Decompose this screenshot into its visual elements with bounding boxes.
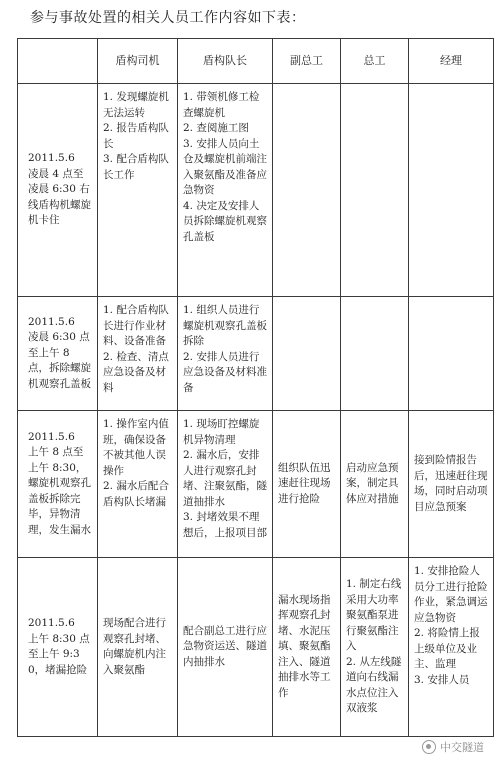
header-manager: 经理 bbox=[409, 39, 494, 84]
table-row bbox=[18, 411, 494, 558]
manager-cell bbox=[409, 297, 494, 411]
cell-line: 2. 漏水后配合盾构队长堵漏 bbox=[103, 480, 169, 508]
captain-cell bbox=[178, 84, 273, 297]
table-row bbox=[18, 297, 494, 411]
cell-line: 1. 组织人员进行螺旋机观察孔盖板拆除 bbox=[183, 304, 267, 347]
cell-line: 2. 从左线隧道向右线漏水点位注入双液浆 bbox=[346, 655, 402, 715]
cell-line: 组织队伍迅速赶往现场进行抢险 bbox=[278, 461, 331, 505]
cell-line: 接到险情报告后，迅速赶往现场，同时启动项目应急预案 bbox=[414, 454, 488, 513]
cell-line: 3. 封堵效果不理想后，上报项目部 bbox=[183, 511, 267, 539]
driver-cell bbox=[98, 411, 178, 558]
cell-line: 1. 现场盯控螺旋机异物清理 bbox=[183, 418, 260, 446]
chief-cell bbox=[341, 558, 409, 737]
intro-text: 参与事故处置的相关人员工作内容如下表： bbox=[30, 10, 306, 26]
cell-line: 2. 将险情上报上级单位及业主、监理 bbox=[414, 627, 480, 670]
watermark bbox=[422, 739, 484, 755]
captain-cell bbox=[178, 411, 273, 558]
cell-line: 3. 配合盾构队长工作 bbox=[103, 153, 169, 181]
driver-cell bbox=[98, 558, 178, 737]
deputy-cell bbox=[273, 84, 341, 297]
watermark-text: 中交隧道 bbox=[440, 741, 484, 754]
cell-line: 2. 查阅施工图 bbox=[183, 122, 249, 134]
cell-line: 3. 安排人员 bbox=[414, 673, 470, 686]
manager-cell bbox=[409, 558, 494, 737]
deputy-cell bbox=[273, 558, 341, 737]
header-time bbox=[18, 39, 98, 84]
chief-cell bbox=[341, 84, 409, 297]
captain-cell bbox=[178, 297, 273, 411]
cell-line: 2. 报告盾构队长 bbox=[103, 122, 169, 150]
driver-cell bbox=[98, 297, 178, 411]
cell-line: 1. 操作室内值班，确保设备不被其他人误操作 bbox=[103, 418, 169, 477]
cell-line: 1. 发现螺旋机无法运转 bbox=[103, 91, 169, 119]
time-cell bbox=[18, 84, 98, 297]
cell-line: 4. 决定及安排人员拆除螺旋机观察孔盖板 bbox=[183, 199, 267, 243]
cell-line: 1. 安排抢险人员分工进行抢险作业，紧急调运应急物资 bbox=[414, 565, 488, 624]
date-text: 2011.5.6 bbox=[28, 617, 75, 629]
time-cell bbox=[18, 411, 98, 558]
manager-cell bbox=[409, 411, 494, 558]
table-row bbox=[18, 558, 494, 737]
cell-line: 3. 安排人员向土仓及螺旋机前端注入聚氨酯及准备应急物资 bbox=[183, 137, 267, 196]
cell-line: 现场配合进行观察孔封堵、向螺旋机内注入聚氨酯 bbox=[103, 617, 166, 676]
chief-cell bbox=[341, 297, 409, 411]
date-text: 2011.5.6 bbox=[28, 430, 75, 443]
chief-cell bbox=[341, 411, 409, 558]
captain-cell bbox=[178, 558, 273, 737]
personnel-duty-table bbox=[17, 38, 494, 737]
table-row bbox=[18, 84, 494, 297]
cell-line: 2. 检查、清点应急设备及材料 bbox=[103, 350, 169, 394]
cell-line: 上午 8 点至上午 8:30，螺旋机观察孔盖板拆除完毕，异物清理，发生漏水 bbox=[28, 446, 91, 536]
table-header-row bbox=[18, 39, 494, 84]
header-captain: 盾构队长 bbox=[178, 39, 273, 84]
deputy-cell bbox=[273, 297, 341, 411]
cell-line: 1. 制定右线采用大功率聚氨酯泵进行聚氨酯注入 bbox=[346, 578, 402, 653]
header-driver: 盾构司机 bbox=[98, 39, 178, 84]
header-chief-engineer: 总工 bbox=[341, 39, 409, 84]
wechat-icon bbox=[422, 740, 436, 754]
header-deputy-chief: 副总工 bbox=[273, 39, 341, 84]
cell-line: 启动应急预案，制定具体应对措施 bbox=[346, 461, 399, 505]
cell-line: 1. 带领机修工检查螺旋机 bbox=[183, 91, 260, 119]
cell-line: 漏水现场指挥观察孔封堵、水泥压填、聚氨酯注入、隧道抽排水等工作 bbox=[278, 593, 331, 699]
time-cell bbox=[18, 558, 98, 737]
cell-line: 2. 安排人员进行应急设备及材料准备 bbox=[183, 350, 267, 394]
cell-line: 1. 配合盾构队长进行作业材料、设备准备 bbox=[103, 304, 169, 347]
driver-cell bbox=[98, 84, 178, 297]
cell-line: 上午 8:30 点至上午 9:30，堵漏抢险 bbox=[28, 632, 90, 676]
cell-line: 2. 漏水后，安排人进行观察孔封堵、注聚氨酯，隧道抽排水 bbox=[183, 449, 267, 508]
cell-line: 配合副总工进行应急物资运送、隧道内抽排水 bbox=[183, 624, 267, 668]
deputy-cell bbox=[273, 411, 341, 558]
date-text: 2011.5.6 bbox=[28, 152, 75, 165]
cell-line: 凌晨 6:30 点至上午 8 点，拆除螺旋机观察孔盖板 bbox=[28, 331, 91, 390]
manager-cell bbox=[409, 84, 494, 297]
time-cell bbox=[18, 297, 98, 411]
date-text: 2011.5.6 bbox=[28, 315, 75, 328]
cell-line: 凌晨 4 点至凌晨 6:30 右线盾构机螺旋机卡住 bbox=[28, 167, 91, 227]
